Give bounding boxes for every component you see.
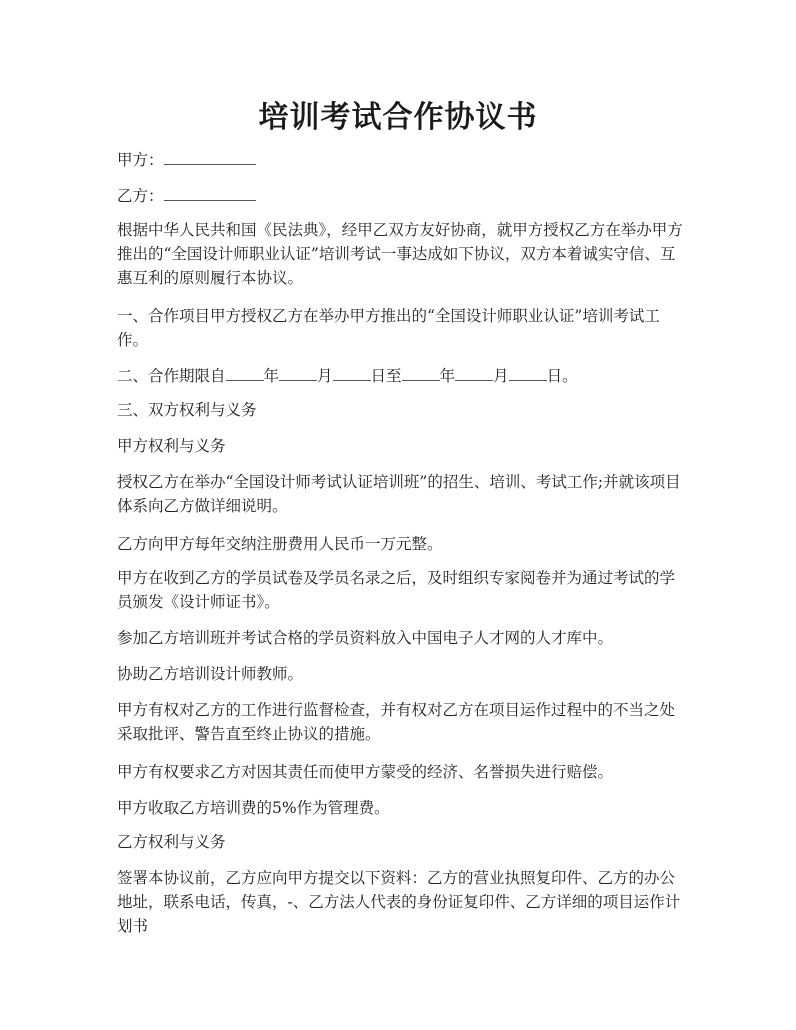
party-b-line xyxy=(117,184,685,208)
section-2-paragraph xyxy=(117,364,685,388)
party-a-right-2: 乙方向甲方每年交纳注册费用人民币一万元整。 xyxy=(117,535,443,553)
party-b-blank xyxy=(164,185,256,201)
start-day-blank xyxy=(333,365,371,381)
document-title: 培训考试合作协议书 xyxy=(258,100,538,135)
party-a-line xyxy=(117,148,685,172)
term-day-to: 日至 xyxy=(370,367,402,385)
section-1-paragraph: 一、合作项目甲方授权乙方在举办甲方推出的“全国设计师职业认证”培训考试工作。 xyxy=(117,307,660,349)
end-year-blank xyxy=(402,365,440,381)
party-b-right-1: 签署本协议前，乙方应向甲方提交以下资料：乙方的营业执照复印件、乙方的办公地址，联系电话，传真，-、乙方法人代表的身份证复印件、乙方详细的项目运作计划书 xyxy=(117,869,681,935)
party-a-label: 甲方： xyxy=(117,151,164,169)
term-month-2: 月 xyxy=(493,367,509,385)
start-year-blank xyxy=(226,365,264,381)
term-year-1: 年 xyxy=(263,367,280,385)
start-month-blank xyxy=(279,365,317,381)
term-day-2: 日。 xyxy=(546,367,578,385)
party-a-right-5: 协助乙方培训设计师教师。 xyxy=(117,665,304,683)
end-month-blank xyxy=(455,365,493,381)
party-a-right-4: 参加乙方培训班并考试合格的学员资料放入中国电子人才网的人才库中。 xyxy=(117,629,614,647)
term-month-1: 月 xyxy=(317,367,333,385)
party-a-rights-heading: 甲方权利与义务 xyxy=(117,437,226,455)
party-a-right-6: 甲方有权对乙方的工作进行监督检查，并有权对乙方在项目运作过程中的不当之处采取批评、警告直至终止协议的措施。 xyxy=(117,701,676,743)
term-year-2: 年 xyxy=(439,367,456,385)
term-prefix: 二、合作期限自 xyxy=(117,367,226,385)
party-b-label: 乙方： xyxy=(117,187,164,205)
party-a-right-7: 甲方有权要求乙方对因其责任而使甲方蒙受的经济、名誉损失进行赔偿。 xyxy=(117,763,614,781)
party-a-right-1: 授权乙方在举办“全国设计师考试认证培训班”的招生、培训、考试工作;并就该项目体系向乙方做详细说明。 xyxy=(117,473,681,515)
party-a-right-8: 甲方收取乙方培训费的5%作为管理费。 xyxy=(117,799,390,817)
end-day-blank xyxy=(509,365,547,381)
party-a-blank xyxy=(164,149,256,165)
section-3-heading: 三、双方权利与义务 xyxy=(117,401,257,419)
party-b-rights-heading: 乙方权利与义务 xyxy=(117,833,226,851)
party-a-right-3: 甲方在收到乙方的学员试卷及学员名录之后，及时组织专家阅卷并为通过考试的学员颁发《设计师证书》。 xyxy=(117,569,676,611)
intro-paragraph: 根据中华人民共和国《民法典》，经甲乙双方友好协商，就甲方授权乙方在举办甲方推出的“全国设计师职业认证”培训考试一事达成如下协议，双方本着诚实守信、互惠互利的原则履行本协议。 xyxy=(117,221,683,287)
